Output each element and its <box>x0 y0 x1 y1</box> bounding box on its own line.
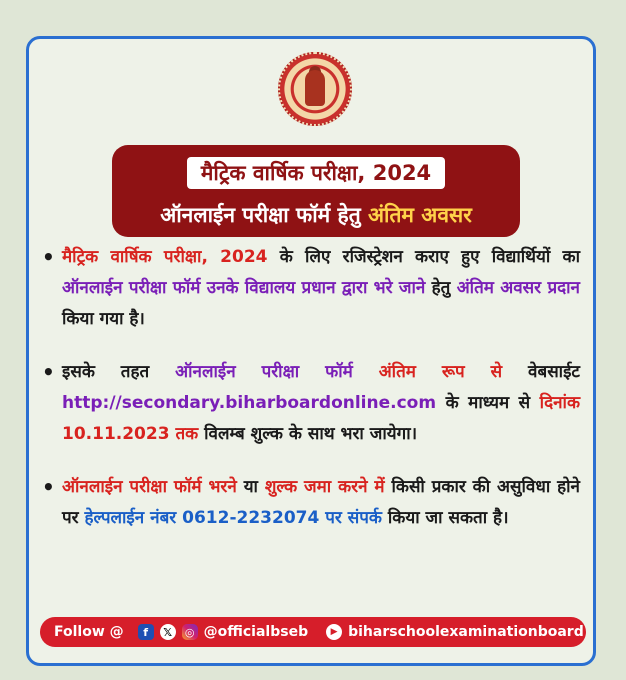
instagram-icon[interactable]: ◎ <box>182 624 198 640</box>
social-footer <box>40 617 586 647</box>
bullet-3-part-2: या <box>236 477 265 497</box>
helpline-number: हेल्पलाईन नंबर 0612-2232074 पर संपर्क <box>84 508 382 528</box>
bullet-2-part-7: के माध्यम से <box>436 393 540 413</box>
logo-figure <box>305 70 325 106</box>
bullet-3-part-1: ऑनलाईन परीक्षा फॉर्म भरने <box>62 477 237 497</box>
follow-label: Follow @ <box>54 624 124 640</box>
facebook-icon[interactable]: f <box>138 624 154 640</box>
bullet-2-part-1: इसके तहत <box>62 362 176 382</box>
bullet-1-part-4: हेतु <box>425 278 457 298</box>
bullet-2-part-2: ऑनलाईन परीक्षा फॉर्म <box>175 362 353 382</box>
bullet-3-part-4: किसी प्रकार की असुविधा होने पर <box>62 477 580 528</box>
bullet-2-part-3 <box>353 362 379 382</box>
bullet-1-part-2: के लिए रजिस्ट्रेशन कराए हुए विद्यार्थियों का <box>267 247 580 267</box>
bullet-3 <box>40 472 580 534</box>
social-handle[interactable]: @officialbseb <box>203 624 309 640</box>
bullet-1-part-3: ऑनलाईन परीक्षा फॉर्म उनके विद्यालय प्रधान द्वारा भरे जाने <box>62 278 426 298</box>
youtube-icon[interactable]: ▶ <box>326 624 342 640</box>
banner-subtitle <box>112 201 520 229</box>
bullet-1-part-6: किया गया है। <box>62 309 145 329</box>
bullet-1-part-1: मैट्रिक वार्षिक परीक्षा, 2024 <box>62 247 268 267</box>
bullet-2-part-5: वेबसाईट <box>502 362 581 382</box>
bullet-1-part-5: अंतिम अवसर प्रदान <box>456 278 580 298</box>
youtube-channel[interactable]: biharschoolexaminationboard <box>348 624 584 640</box>
bullet-2 <box>40 357 580 450</box>
bullet-3-part-3: शुल्क जमा करने में <box>264 477 385 497</box>
banner-subtitle-highlight: अंतिम अवसर <box>367 203 472 227</box>
bullet-1 <box>40 242 580 335</box>
bullet-2-part-4: अंतिम रूप से <box>378 362 503 382</box>
title-banner <box>112 145 520 237</box>
bseb-logo <box>278 52 352 126</box>
bullet-2-part-8: दिनांक 10.11.2023 तक <box>62 393 580 444</box>
bullet-3-part-6: किया जा सकता है। <box>381 508 509 528</box>
banner-subtitle-text: ऑनलाईन परीक्षा फॉर्म हेतु <box>160 203 368 227</box>
notice-bullets <box>40 242 580 556</box>
bullet-2-part-9: विलम्ब शुल्क के साथ भरा जायेगा। <box>198 424 418 444</box>
banner-title: मैट्रिक वार्षिक परीक्षा, 2024 <box>187 157 445 189</box>
x-icon[interactable]: 𝕏 <box>160 624 176 640</box>
banner-title-wrap <box>112 157 520 189</box>
website-link[interactable]: http://secondary.biharboardonline.com <box>62 393 437 413</box>
